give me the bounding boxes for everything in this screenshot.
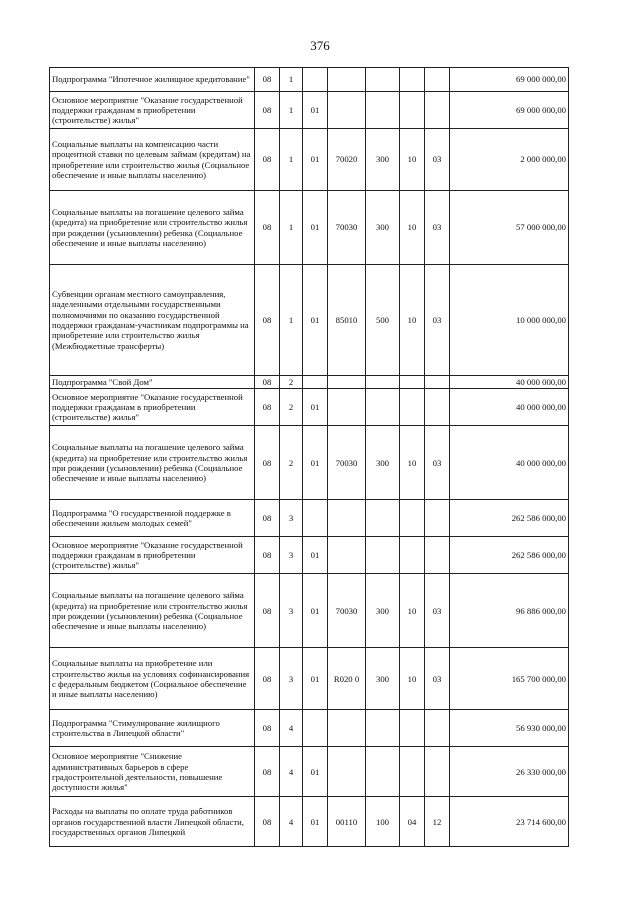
table-row xyxy=(50,797,569,847)
row-code-2: 1 xyxy=(280,265,303,376)
row-code-1: 08 xyxy=(255,648,280,710)
budget-table xyxy=(49,67,569,847)
row-code-6 xyxy=(400,376,425,389)
row-code-6 xyxy=(400,68,425,92)
row-amount: 69 000 000,00 xyxy=(450,68,569,92)
row-code-7 xyxy=(425,500,450,537)
row-code-6: 10 xyxy=(400,191,425,265)
row-name: Основное мероприятие "Снижение административных барьеров в сфере градостроительной деятельности, повышение доступности жилья" xyxy=(50,747,255,797)
row-code-7 xyxy=(425,747,450,797)
row-code-1: 08 xyxy=(255,191,280,265)
row-code-7 xyxy=(425,537,450,574)
row-code-4: 70030 xyxy=(328,426,366,500)
row-amount: 69 000 000,00 xyxy=(450,92,569,129)
row-code-1: 08 xyxy=(255,389,280,426)
row-code-3: 01 xyxy=(303,797,328,847)
row-code-6: 10 xyxy=(400,129,425,191)
row-code-2: 1 xyxy=(280,129,303,191)
row-amount: 23 714 600,00 xyxy=(450,797,569,847)
row-code-5 xyxy=(366,92,400,129)
row-code-2: 2 xyxy=(280,376,303,389)
row-code-4: 70030 xyxy=(328,574,366,648)
row-code-6: 10 xyxy=(400,265,425,376)
row-code-5: 500 xyxy=(366,265,400,376)
row-code-4 xyxy=(328,68,366,92)
row-code-4: R020 0 xyxy=(328,648,366,710)
table-row xyxy=(50,191,569,265)
row-code-6 xyxy=(400,537,425,574)
row-code-7: 03 xyxy=(425,426,450,500)
table-row xyxy=(50,389,569,426)
row-code-4 xyxy=(328,747,366,797)
row-name: Основное мероприятие "Оказание государственной поддержки гражданам в приобретении (строительстве) жилья" xyxy=(50,92,255,129)
table-row xyxy=(50,376,569,389)
row-code-6 xyxy=(400,92,425,129)
row-code-6 xyxy=(400,710,425,747)
row-code-7: 03 xyxy=(425,574,450,648)
row-amount: 26 330 000,00 xyxy=(450,747,569,797)
row-code-4: 85010 xyxy=(328,265,366,376)
row-code-1: 08 xyxy=(255,797,280,847)
row-code-7: 12 xyxy=(425,797,450,847)
row-code-5 xyxy=(366,376,400,389)
table-row xyxy=(50,710,569,747)
row-name: Субвенции органам местного самоуправления, наделенными отдельными государственными полномочиями по оказанию государственной поддержки гражданам-участникам подпрограммы на приобретение или строительство жилья (Межбюджетные трансферты) xyxy=(50,265,255,376)
row-name: Расходы на выплаты по оплате труда работников органов государственной власти Липецкой области, государственных органов Липецкой xyxy=(50,797,255,847)
row-code-4: 70020 xyxy=(328,129,366,191)
table-row xyxy=(50,500,569,537)
table-row xyxy=(50,426,569,500)
table-row xyxy=(50,537,569,574)
row-code-7 xyxy=(425,389,450,426)
row-code-2: 3 xyxy=(280,537,303,574)
row-code-7: 03 xyxy=(425,191,450,265)
row-name: Социальные выплаты на погашение целевого займа (кредита) на приобретение или строительство жилья при рождении (усыновлении) ребенка (Социальное обеспечение и иные выплаты населению) xyxy=(50,574,255,648)
row-amount: 56 930 000,00 xyxy=(450,710,569,747)
row-code-7 xyxy=(425,68,450,92)
row-code-7 xyxy=(425,710,450,747)
table-row xyxy=(50,648,569,710)
row-name: Социальные выплаты на компенсацию части процентной ставки по целевым займам (кредитам) на приобретение или строительство жилья (Социальное обеспечение и иные выплаты населению) xyxy=(50,129,255,191)
row-code-4 xyxy=(328,376,366,389)
table-row xyxy=(50,129,569,191)
row-code-2: 1 xyxy=(280,68,303,92)
row-code-5 xyxy=(366,710,400,747)
row-code-1: 08 xyxy=(255,537,280,574)
row-code-5 xyxy=(366,747,400,797)
row-code-3 xyxy=(303,376,328,389)
row-code-2: 4 xyxy=(280,710,303,747)
row-code-5: 300 xyxy=(366,574,400,648)
row-code-6 xyxy=(400,389,425,426)
row-code-7 xyxy=(425,92,450,129)
table-row xyxy=(50,68,569,92)
row-code-2: 3 xyxy=(280,648,303,710)
row-amount: 262 586 000,00 xyxy=(450,500,569,537)
row-code-6: 10 xyxy=(400,648,425,710)
row-code-3: 01 xyxy=(303,537,328,574)
row-code-1: 08 xyxy=(255,92,280,129)
row-code-3: 01 xyxy=(303,648,328,710)
row-code-6: 04 xyxy=(400,797,425,847)
row-code-2: 4 xyxy=(280,797,303,847)
row-code-1: 08 xyxy=(255,68,280,92)
row-code-5 xyxy=(366,68,400,92)
row-code-3: 01 xyxy=(303,389,328,426)
row-code-2: 1 xyxy=(280,191,303,265)
row-code-4 xyxy=(328,389,366,426)
row-code-6 xyxy=(400,747,425,797)
table-row xyxy=(50,747,569,797)
row-amount: 40 000 000,00 xyxy=(450,426,569,500)
row-code-5: 100 xyxy=(366,797,400,847)
row-code-1: 08 xyxy=(255,265,280,376)
row-code-5 xyxy=(366,500,400,537)
row-code-2: 2 xyxy=(280,389,303,426)
row-amount: 10 000 000,00 xyxy=(450,265,569,376)
row-code-2: 3 xyxy=(280,574,303,648)
row-amount: 96 886 000,00 xyxy=(450,574,569,648)
row-code-3 xyxy=(303,68,328,92)
row-code-1: 08 xyxy=(255,426,280,500)
row-code-3: 01 xyxy=(303,92,328,129)
row-code-1: 08 xyxy=(255,376,280,389)
row-code-5 xyxy=(366,389,400,426)
row-code-7: 03 xyxy=(425,648,450,710)
table-row xyxy=(50,574,569,648)
row-code-5: 300 xyxy=(366,648,400,710)
row-code-6: 10 xyxy=(400,426,425,500)
row-code-2: 2 xyxy=(280,426,303,500)
row-code-4: 70030 xyxy=(328,191,366,265)
row-code-5 xyxy=(366,537,400,574)
row-code-6 xyxy=(400,500,425,537)
row-name: Подпрограмма "Ипотечное жилищное кредитование" xyxy=(50,68,255,92)
row-name: Социальные выплаты на погашение целевого займа (кредита) на приобретение или строительство жилья при рождении (усыновлении) ребенка (Социальное обеспечение и иные выплаты населению) xyxy=(50,191,255,265)
row-name: Социальные выплаты на приобретение или строительство жилья на условиях софинансирования с федеральным бюджетом (Социальное обеспечение и иные выплаты населению) xyxy=(50,648,255,710)
table-row xyxy=(50,265,569,376)
row-code-2: 1 xyxy=(280,92,303,129)
row-code-1: 08 xyxy=(255,747,280,797)
row-code-4 xyxy=(328,710,366,747)
row-amount: 40 000 000,00 xyxy=(450,376,569,389)
table-row xyxy=(50,92,569,129)
row-name: Подпрограмма "Свой Дом" xyxy=(50,376,255,389)
row-code-2: 4 xyxy=(280,747,303,797)
row-code-3: 01 xyxy=(303,747,328,797)
row-code-1: 08 xyxy=(255,574,280,648)
row-code-1: 08 xyxy=(255,129,280,191)
row-name: Основное мероприятие "Оказание государственной поддержки гражданам в приобретении (строительстве) жилья" xyxy=(50,537,255,574)
row-code-7: 03 xyxy=(425,129,450,191)
row-code-3: 01 xyxy=(303,426,328,500)
row-code-4 xyxy=(328,537,366,574)
row-code-1: 08 xyxy=(255,710,280,747)
row-code-3: 01 xyxy=(303,265,328,376)
page-number: 376 xyxy=(310,38,330,53)
row-code-4 xyxy=(328,92,366,129)
row-code-7 xyxy=(425,376,450,389)
row-code-6: 10 xyxy=(400,574,425,648)
row-name: Социальные выплаты на погашение целевого займа (кредита) на приобретение или строительство жилья при рождении (усыновлении) ребенка (Социальное обеспечение и иные выплаты населению) xyxy=(50,426,255,500)
row-code-5: 300 xyxy=(366,191,400,265)
row-code-1: 08 xyxy=(255,500,280,537)
row-code-5: 300 xyxy=(366,426,400,500)
row-code-3: 01 xyxy=(303,129,328,191)
row-code-3 xyxy=(303,500,328,537)
row-code-4: 00110 xyxy=(328,797,366,847)
row-code-3 xyxy=(303,710,328,747)
row-code-7: 03 xyxy=(425,265,450,376)
row-amount: 262 586 000,00 xyxy=(450,537,569,574)
row-code-2: 3 xyxy=(280,500,303,537)
row-code-4 xyxy=(328,500,366,537)
row-code-3: 01 xyxy=(303,191,328,265)
row-code-3: 01 xyxy=(303,574,328,648)
row-name: Подпрограмма "О государственной поддержке в обеспечении жильем молодых семей" xyxy=(50,500,255,537)
row-amount: 2 000 000,00 xyxy=(450,129,569,191)
row-name: Основное мероприятие "Оказание государственной поддержки гражданам в приобретении (строительстве) жилья" xyxy=(50,389,255,426)
row-amount: 165 700 000,00 xyxy=(450,648,569,710)
row-name: Подпрограмма "Стимулирование жилищного строительства в Липецкой области" xyxy=(50,710,255,747)
row-amount: 57 000 000,00 xyxy=(450,191,569,265)
row-code-5: 300 xyxy=(366,129,400,191)
row-amount: 40 000 000,00 xyxy=(450,389,569,426)
